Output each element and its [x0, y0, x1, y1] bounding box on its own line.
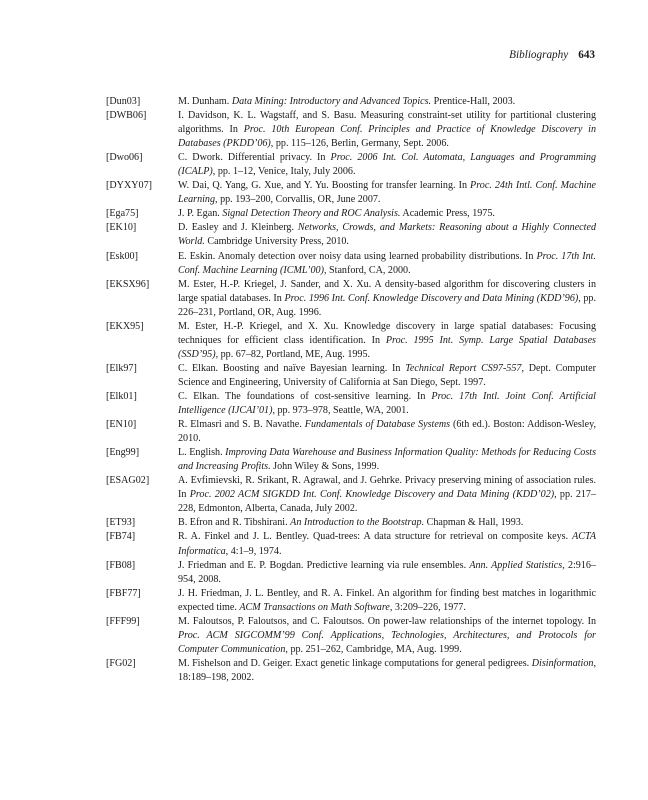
citation-key: [Dwo06]	[106, 152, 143, 164]
citation-segment: , pp. 973–978, Seattle, WA, 2001.	[272, 405, 409, 417]
bib-entry	[106, 446, 596, 474]
citation-segment: Chapman & Hall, 1993.	[424, 517, 524, 529]
citation-segment: C. Elkan. Boosting and naïve Bayesian learning. In	[178, 362, 406, 374]
citation-segment: , pp. 67–82, Portland, ME, Aug. 1995.	[215, 348, 371, 360]
citation-title-italic: Signal Detection Theory and ROC Analysis.	[222, 208, 401, 220]
citation-text	[178, 559, 596, 587]
citation-key: [FG02]	[106, 657, 136, 669]
citation-segment: , 2:916–954, 2008.	[178, 559, 596, 585]
citation-segment: , 18:189–198, 2002.	[178, 657, 596, 683]
citation-segment: J. Friedman and E. P. Bogdan. Predictive learning via rule ensembles.	[178, 559, 470, 571]
citation-key: [Elk97]	[106, 362, 137, 374]
citation-segment: E. Eskin. Anomaly detection over noisy data using learned probability distributions. In	[178, 250, 537, 262]
citation-segment: B. Efron and R. Tibshirani.	[178, 517, 291, 529]
citation-key: [FB74]	[106, 531, 136, 543]
citation-segment: , pp. 226–231, Portland, OR, Aug. 1996.	[178, 292, 596, 318]
citation-key: [EKSX96]	[106, 278, 150, 290]
citation-text	[178, 530, 596, 558]
citation-segment: I. Davidson, K. L. Wagstaff, and S. Basu. Measuring constraint-set utility for partitional clustering algorithms. In	[178, 110, 596, 136]
citation-segment: W. Dai, Q. Yang, G. Xue, and Y. Yu. Boosting for transfer learning. In	[178, 180, 471, 192]
citation-key: [FBF77]	[106, 587, 141, 599]
bib-entry	[106, 278, 596, 320]
citation-title-italic: Proc. 10th European Conf. Principles and Practice of Knowledge Discovery in Databases (PKDD’06)	[178, 124, 596, 150]
citation-segment: , pp. 1–12, Venice, Italy, July 2006.	[212, 166, 356, 178]
citation-segment: , pp. 251–262, Cambridge, MA, Aug. 1999.	[285, 643, 462, 655]
bib-entry	[106, 179, 596, 207]
citation-title-italic: Fundamentals of Database Systems	[304, 419, 451, 431]
bib-entry	[106, 516, 596, 530]
citation-text	[178, 446, 596, 474]
citation-segment: M. Ester, H.-P. Kriegel, and X. Xu. Knowledge discovery in large spatial databases: Focusing techniques for efficient class identification. In	[178, 320, 596, 346]
bibliography-list	[106, 95, 596, 685]
running-header	[509, 49, 595, 61]
bib-entry	[106, 587, 596, 615]
citation-segment: J. P. Egan.	[178, 208, 223, 220]
citation-text	[178, 657, 596, 685]
citation-title-italic: Proc. 17th Intl. Joint Conf. Artificial Intelligence (IJCAI’01)	[178, 390, 596, 417]
citation-title-italic: Proc. 17th Int. Conf. Machine Learning (ICML’00)	[178, 250, 596, 276]
citation-key: [ET93]	[106, 517, 136, 529]
citation-title-italic: Data Mining: Introductory and Advanced Topics.	[231, 96, 432, 107]
citation-segment: Prentice-Hall, 2003.	[431, 96, 516, 107]
citation-title-italic: Proc. 24th Intl. Conf. Machine Learning	[178, 180, 596, 206]
bib-entry	[106, 207, 596, 221]
citation-text	[178, 109, 596, 151]
citation-text	[178, 516, 596, 530]
citation-segment: , Dept. Computer Science and Engineering, University of California at San Diego, Sept. 1997.	[178, 362, 596, 388]
citation-segment: J. H. Friedman, J. L. Bentley, and R. A. Finkel. An algorithm for finding best matches in logarithmic expected time.	[178, 587, 596, 613]
citation-title-italic: Proc. ACM SIGCOMM’99 Conf. Applications, Technologies, Architectures, and Protocols for Computer Communication	[178, 629, 596, 655]
citation-text	[178, 221, 596, 249]
citation-title-italic: Proc. 2002 ACM SIGKDD Int. Conf. Knowledge Discovery and Data Mining (KDD’02)	[189, 489, 555, 501]
citation-segment: C. Elkan. The foundations of cost-sensitive learning. In	[178, 390, 432, 402]
citation-segment: , 3:209–226, 1977.	[389, 601, 466, 613]
citation-text	[178, 320, 596, 362]
citation-key: [Elk01]	[106, 390, 137, 402]
citation-text	[178, 390, 596, 418]
citation-segment: , pp. 217–228, Edmonton, Alberta, Canada, July 2002.	[178, 489, 597, 515]
citation-text	[178, 95, 596, 109]
citation-key: [FFF99]	[106, 615, 140, 627]
citation-segment: R. A. Finkel and J. L. Bentley. Quad-trees: A data structure for retrieval on composite keys.	[178, 531, 573, 543]
citation-segment: L. English.	[178, 447, 226, 459]
citation-segment: Cambridge University Press, 2010.	[204, 236, 349, 248]
bib-entry	[106, 615, 596, 657]
citation-title-italic: Networks, Crowds, and Markets: Reasoning about a Highly Connected World.	[178, 222, 596, 248]
citation-key: [ESAG02]	[106, 475, 150, 487]
citation-segment: M. Fishelson and D. Geiger. Exact genetic linkage computations for general pedigrees.	[178, 657, 532, 669]
citation-key: [EKX95]	[106, 320, 144, 332]
citation-segment: John Wiley & Sons, 1999.	[270, 461, 380, 473]
citation-text	[178, 207, 596, 221]
bib-entry	[106, 250, 596, 278]
bib-entry	[106, 418, 596, 446]
citation-text	[178, 179, 596, 207]
citation-text	[178, 615, 596, 657]
citation-text	[178, 362, 596, 390]
citation-segment: Academic Press, 1975.	[400, 208, 495, 220]
citation-key: [FB08]	[106, 559, 136, 571]
bib-entry	[106, 390, 596, 418]
citation-title-italic: ACTA Informatica	[178, 531, 596, 557]
citation-title-italic: An Introduction to the Bootstrap.	[290, 517, 425, 529]
bib-entry	[106, 530, 596, 558]
citation-title-italic: Proc. 2006 Int. Col. Automata, Languages and Programming (ICALP)	[178, 152, 597, 178]
citation-segment: M. Ester, H.-P. Kriegel, J. Sander, and X. Xu. A density-based algorithm for discovering clusters in large spatial databases. In	[178, 278, 596, 304]
citation-segment: C. Dwork. Differential privacy. In	[178, 152, 331, 164]
bib-entry	[106, 151, 596, 179]
bib-entry	[106, 559, 596, 587]
citation-title-italic: Technical Report CS97-557	[405, 362, 522, 374]
citation-key: [DWB06]	[106, 110, 147, 122]
citation-segment: M. Dunham.	[178, 96, 232, 107]
bib-entry	[106, 362, 596, 390]
citation-segment: A. Evfimievski, R. Srikant, R. Agrawal, and J. Gehrke. Privacy preserving mining of association rules. In	[178, 475, 596, 501]
citation-key: [Eng99]	[106, 447, 140, 459]
citation-segment: , pp. 115–126, Berlin, Germany, Sept. 2006.	[270, 138, 449, 150]
citation-segment: R. Elmasri and S. B. Navathe.	[178, 419, 305, 431]
page-number: 643	[578, 49, 595, 61]
citation-text	[178, 418, 596, 446]
bib-entry	[106, 95, 596, 109]
bib-entry	[106, 109, 596, 151]
citation-key: [Dun03]	[106, 96, 141, 107]
citation-segment: D. Easley and J. Kleinberg.	[178, 222, 298, 234]
citation-segment: M. Faloutsos, P. Faloutsos, and C. Faloutsos. On power-law relationships of the internet topology. In	[178, 615, 596, 627]
section-title: Bibliography	[509, 49, 569, 61]
citation-segment: , Stanford, CA, 2000.	[323, 264, 411, 276]
bib-entry	[106, 320, 596, 362]
bib-entry	[106, 657, 596, 685]
citation-segment: (6th ed.). Boston: Addison-Wesley, 2010.	[178, 419, 596, 445]
bib-entry	[106, 474, 596, 516]
citation-title-italic: Proc. 1996 Int. Conf. Knowledge Discovery and Data Mining (KDD’96)	[284, 292, 579, 304]
citation-segment: , pp. 193–200, Corvallis, OR, June 2007.	[215, 194, 381, 206]
citation-title-italic: Disinformation	[531, 657, 594, 669]
citation-text	[178, 474, 596, 516]
citation-key: [Esk00]	[106, 250, 138, 262]
citation-text	[178, 250, 596, 278]
citation-segment: , 4:1–9, 1974.	[225, 545, 282, 557]
citation-key: [EN10]	[106, 419, 137, 431]
citation-key: [EK10]	[106, 222, 137, 234]
citation-text	[178, 587, 596, 615]
citation-title-italic: Improving Data Warehouse and Business Information Quality: Methods for Reducing Costs and Increasing Profits.	[178, 447, 597, 473]
citation-key: [DYXY07]	[106, 180, 152, 192]
citation-text	[178, 278, 596, 320]
bib-entry	[106, 221, 596, 249]
citation-title-italic: Ann. Applied Statistics	[469, 559, 563, 571]
citation-text	[178, 151, 596, 179]
citation-title-italic: ACM Transactions on Math Software	[239, 601, 390, 613]
citation-title-italic: Proc. 1995 Int. Symp. Large Spatial Databases (SSD’95)	[178, 334, 596, 360]
citation-key: [Ega75]	[106, 208, 139, 220]
